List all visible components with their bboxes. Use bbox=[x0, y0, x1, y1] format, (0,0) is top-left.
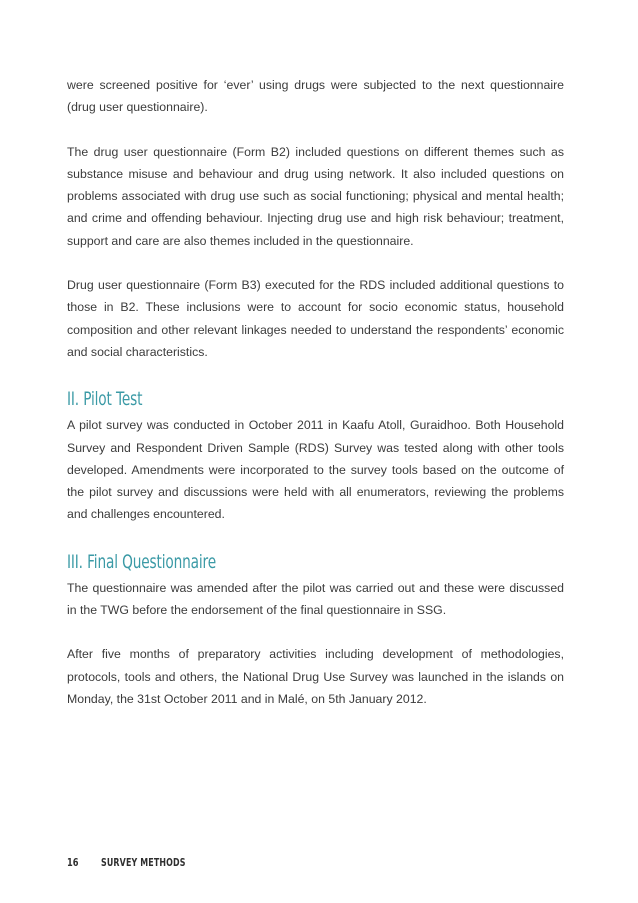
section-heading-final-questionnaire: III. Final Questionnaire bbox=[67, 550, 217, 573]
body-paragraph-intro-1: were screened positive for ‘ever’ using drugs were subjected to the next questionnaire (drug user questionnaire). bbox=[67, 78, 564, 115]
body-paragraph-pilot-test: A pilot survey was conducted in October 2011 in Kaafu Atoll, Guraidhoo. Both Household Survey and Respondent Driven Sample (RDS) Survey was tested along with other tools developed. Amendments were incorporated to the survey tools based on the outcome of the pilot survey and discussions were held with all enumerators, reviewing the problems and challenges encountered. bbox=[67, 418, 564, 522]
section-heading-pilot-test: II. Pilot Test bbox=[67, 388, 143, 411]
body-paragraph-final-questionnaire-2: After five months of preparatory activities including development of methodologies, protocols, tools and others, the National Drug Use Survey was launched in the islands on Monday, the 31st October 2011 and in Malé, on 5th January 2012. bbox=[67, 647, 564, 706]
footer-section-name: SURVEY METHODS bbox=[101, 855, 186, 869]
document-page bbox=[67, 74, 564, 710]
page-number: 16 bbox=[67, 855, 79, 869]
page-footer bbox=[67, 853, 219, 871]
body-paragraph-intro-2: The drug user questionnaire (Form B2) included questions on different themes such as substance misuse and behaviour and drug using network. It also included questions on problems associated with drug use such as social functioning; physical and mental health; and crime and offending behaviour. Injecting drug use and high risk behaviour; treatment, support and care are also themes included in the questionnaire. bbox=[67, 144, 564, 248]
body-paragraph-final-questionnaire-1: The questionnaire was amended after the pilot was carried out and these were discussed in the TWG before the endorsement of the final questionnaire in SSG. bbox=[67, 580, 564, 618]
body-paragraph-intro-3: Drug user questionnaire (Form B3) executed for the RDS included additional questions to those in B2. These inclusions were to account for socio economic status, household composition and other relevant linkages needed to understand the respondents’ economic and social characteristics. bbox=[67, 278, 564, 359]
